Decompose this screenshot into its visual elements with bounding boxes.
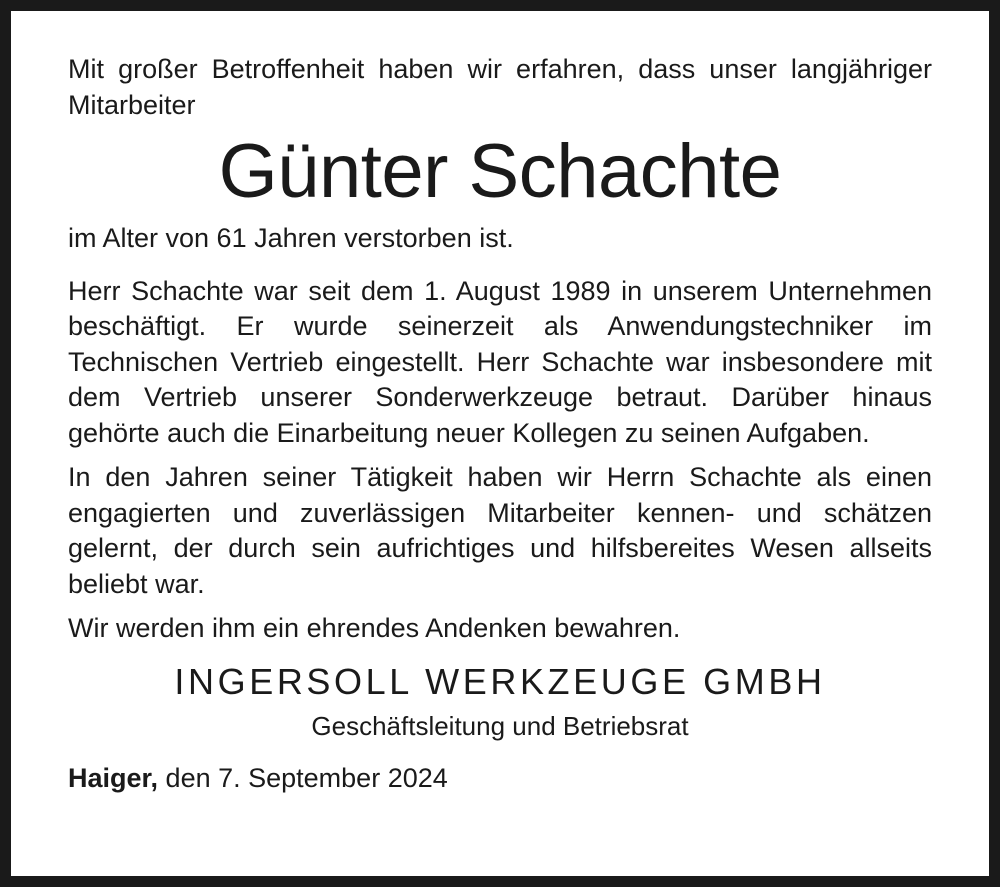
department-line: Geschäftsleitung und Betriebsrat [311,710,689,741]
place-date-line [68,761,932,797]
paragraph-closing: Wir werden ihm ein ehrendes Andenken bewahren. [68,613,681,643]
company-name: INGERSOLL WERKZEUGE GMBH [174,660,826,702]
obituary-content [68,52,932,796]
paragraph-career: Herr Schachte war seit dem 1. August 1989 in unserem Unternehmen beschäftigt. Er wurde seinerzeit als Anwendungstechniker im Technischen Vertrieb eingestellt. Herr Schachte war insbesondere mit dem Vertrieb unserer Sonderwerkzeuge betraut. Darüber hinaus gehörte auch die Einarbeitung neuer Kollegen zu seinen Aufgaben. [68,275,932,448]
place-name: Haiger, [68,762,159,793]
intro-text: Mit großer Betroffenheit haben wir erfahren, dass unser langjähriger Mitarbeiter [68,54,932,120]
date-text: den 7. September 2024 [158,762,448,793]
paragraph-appreciation: In den Jahren seiner Tätigkeit haben wir Herrn Schachte als einen engagierten und zuverlässigen Mitarbeiter kennen- und schätzen gelernt, der durch sein aufrichtiges und hilfsbereites Wesen allseits beliebt war. [68,462,932,599]
deceased-name: Günter Schachte [218,129,782,214]
age-line: im Alter von 61 Jahren verstorben ist. [68,223,514,253]
